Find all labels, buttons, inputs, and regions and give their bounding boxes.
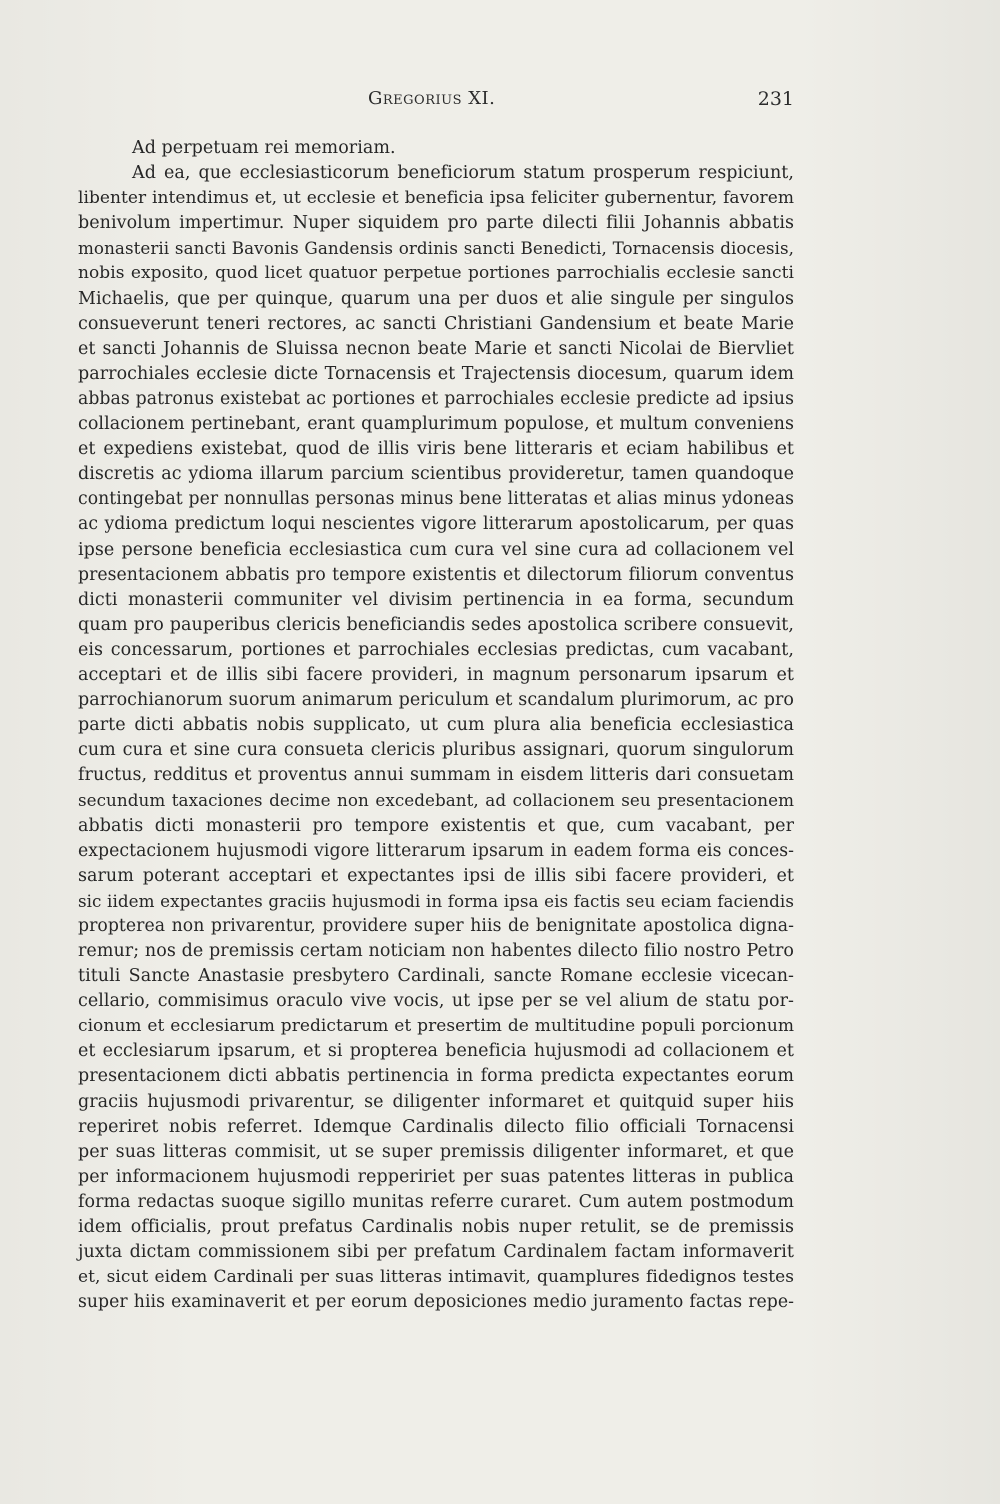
text-line: benivolum impertimur. Nuper siquidem pro parte dilecti filii Johannis abbatis xyxy=(78,213,794,234)
text-line: collacionem pertinebant, erant quamplurimum populose, et multum conveniens xyxy=(78,414,794,435)
text-line: sarum poterant acceptari et expectantes ipsi de illis sibi facere provideri, et xyxy=(78,865,794,886)
text-line: presentacionem abbatis pro tempore existentis et dilectorum filiorum conventus xyxy=(78,564,794,585)
text-line: et, sicut eidem Cardinali per suas litteras intimavit, quamplures fidedignos testes xyxy=(78,1267,794,1288)
text-line: acceptari et de illis sibi facere provideri, in magnum personarum ipsarum et xyxy=(78,664,794,685)
text-line: consueverunt teneri rectores, ac sancti Christiani Gandensium et beate Marie xyxy=(78,313,794,334)
text-line: secundum taxaciones decime non excedebant, ad collacionem seu presentacionem xyxy=(78,790,794,811)
text-line: sic iidem expectantes graciis hujusmodi in forma ipsa eis factis seu eciam faciendis xyxy=(78,890,794,911)
text-line: cellario, commisimus oraculo vive vocis, ut ipse per se vel alium de statu por- xyxy=(78,991,794,1012)
text-line: per suas litteras commisit, ut se super premissis diligenter informaret, et que xyxy=(78,1141,794,1162)
page-number: 231 xyxy=(757,88,794,110)
text-line: et ecclesiarum ipsarum, et si propterea beneficia hujusmodi ad collacionem et xyxy=(78,1041,794,1062)
text-line: cionum et ecclesiarum predictarum et presertim de multitudine populi porcionum xyxy=(78,1016,794,1037)
running-head-title: Gregorius XI. xyxy=(368,88,496,109)
text-line: et sancti Johannis de Sluissa necnon beate Marie et sancti Nicolai de Biervliet xyxy=(78,338,794,359)
text-line: parte dicti abbatis nobis supplicato, ut cum plura alia beneficia ecclesiastica xyxy=(78,715,794,736)
text-line: quam pro pauperibus clericis beneficiandis sedes apostolica scribere consuevit, xyxy=(78,614,794,635)
text-line: et expediens existebat, quod de illis viris bene litteraris et eciam habilibus et xyxy=(78,439,794,460)
text-line: Michaelis, que per quinque, quarum una per duos et alie singule per singulos xyxy=(78,288,794,309)
text-line: monasterii sancti Bavonis Gandensis ordinis sancti Benedicti, Tornacensis diocesis, xyxy=(78,238,794,259)
text-line: abbas patronus existebat ac portiones et parrochiales ecclesie predicte ad ipsius xyxy=(78,388,794,409)
body-text xyxy=(78,136,794,1341)
running-head xyxy=(0,88,1000,120)
text-line: parrochiales ecclesie dicte Tornacensis et Trajectensis diocesum, quarum idem xyxy=(78,363,794,384)
text-line: graciis hujusmodi privarentur, se diligenter informaret et quitquid super hiis xyxy=(78,1091,794,1112)
text-line: dicti monasterii communiter vel divisim pertinencia in ea forma, secundum xyxy=(78,589,794,610)
text-line: discretis ac ydioma illarum parcium scientibus provideretur, tamen quandoque xyxy=(78,464,794,485)
text-line: tituli Sancte Anastasie presbytero Cardinali, sancte Romane ecclesie vicecan- xyxy=(78,966,794,987)
text-line: eis concessarum, portiones et parrochiales ecclesias predictas, cum vacabant, xyxy=(78,639,794,660)
text-line: reperiret nobis referret. Idemque Cardinalis dilecto filio officiali Tornacensi xyxy=(78,1116,794,1137)
text-line: cum cura et sine cura consueta clericis pluribus assignari, quorum singulorum xyxy=(78,740,794,761)
text-line: ipse persone beneficia ecclesiastica cum cura vel sine cura ad collacionem vel xyxy=(78,539,794,560)
text-line: ac ydioma predictum loqui nescientes vigore litterarum apostolicarum, per quas xyxy=(78,514,794,535)
text-line: idem officialis, prout prefatus Cardinalis nobis nuper retulit, se de premissis xyxy=(78,1217,794,1238)
text-line: forma redactas suoque sigillo munitas referre curaret. Cum autem postmodum xyxy=(78,1191,794,1212)
text-line: remur; nos de premissis certam noticiam non habentes dilecto filio nostro Petro xyxy=(78,941,794,961)
text-line: parrochianorum suorum animarum periculum et scandalum plurimorum, ac pro xyxy=(78,690,794,711)
text-line: fructus, redditus et proventus annui summam in eisdem litteris dari consuetam xyxy=(78,765,794,786)
text-line: presentacionem dicti abbatis pertinencia in forma predicta expectantes eorum xyxy=(78,1066,794,1087)
text-line: abbatis dicti monasterii pro tempore existentis et que, cum vacabant, per xyxy=(78,815,794,836)
text-line: super hiis examinaverit et per eorum deposiciones medio juramento factas repe- xyxy=(78,1292,794,1313)
text-line: nobis exposito, quod licet quatuor perpetue portiones parrochialis ecclesie sancti xyxy=(78,263,794,284)
text-line xyxy=(78,1315,794,1340)
text-line: Ad perpetuam rei memoriam. xyxy=(132,138,396,158)
text-line: contingebat per nonnullas personas minus bene litteratas et alias minus ydoneas xyxy=(78,489,794,510)
text-line: expectacionem hujusmodi vigore litterarum ipsarum in eadem forma eis conces- xyxy=(78,840,794,861)
text-line: propterea non privarentur, providere super hiis de benignitate apostolica digna- xyxy=(78,915,794,936)
text-line: per informacionem hujusmodi reppeririet per suas patentes litteras in publica xyxy=(78,1166,794,1187)
text-line: libenter intendimus et, ut ecclesie et beneficia ipsa feliciter gubernentur, favorem xyxy=(78,188,794,209)
text-line: juxta dictam commissionem sibi per prefatum Cardinalem factam informaverit xyxy=(78,1242,794,1263)
text-line: Ad ea, que ecclesiasticorum beneficiorum statum prosperum respiciunt, xyxy=(132,163,794,184)
